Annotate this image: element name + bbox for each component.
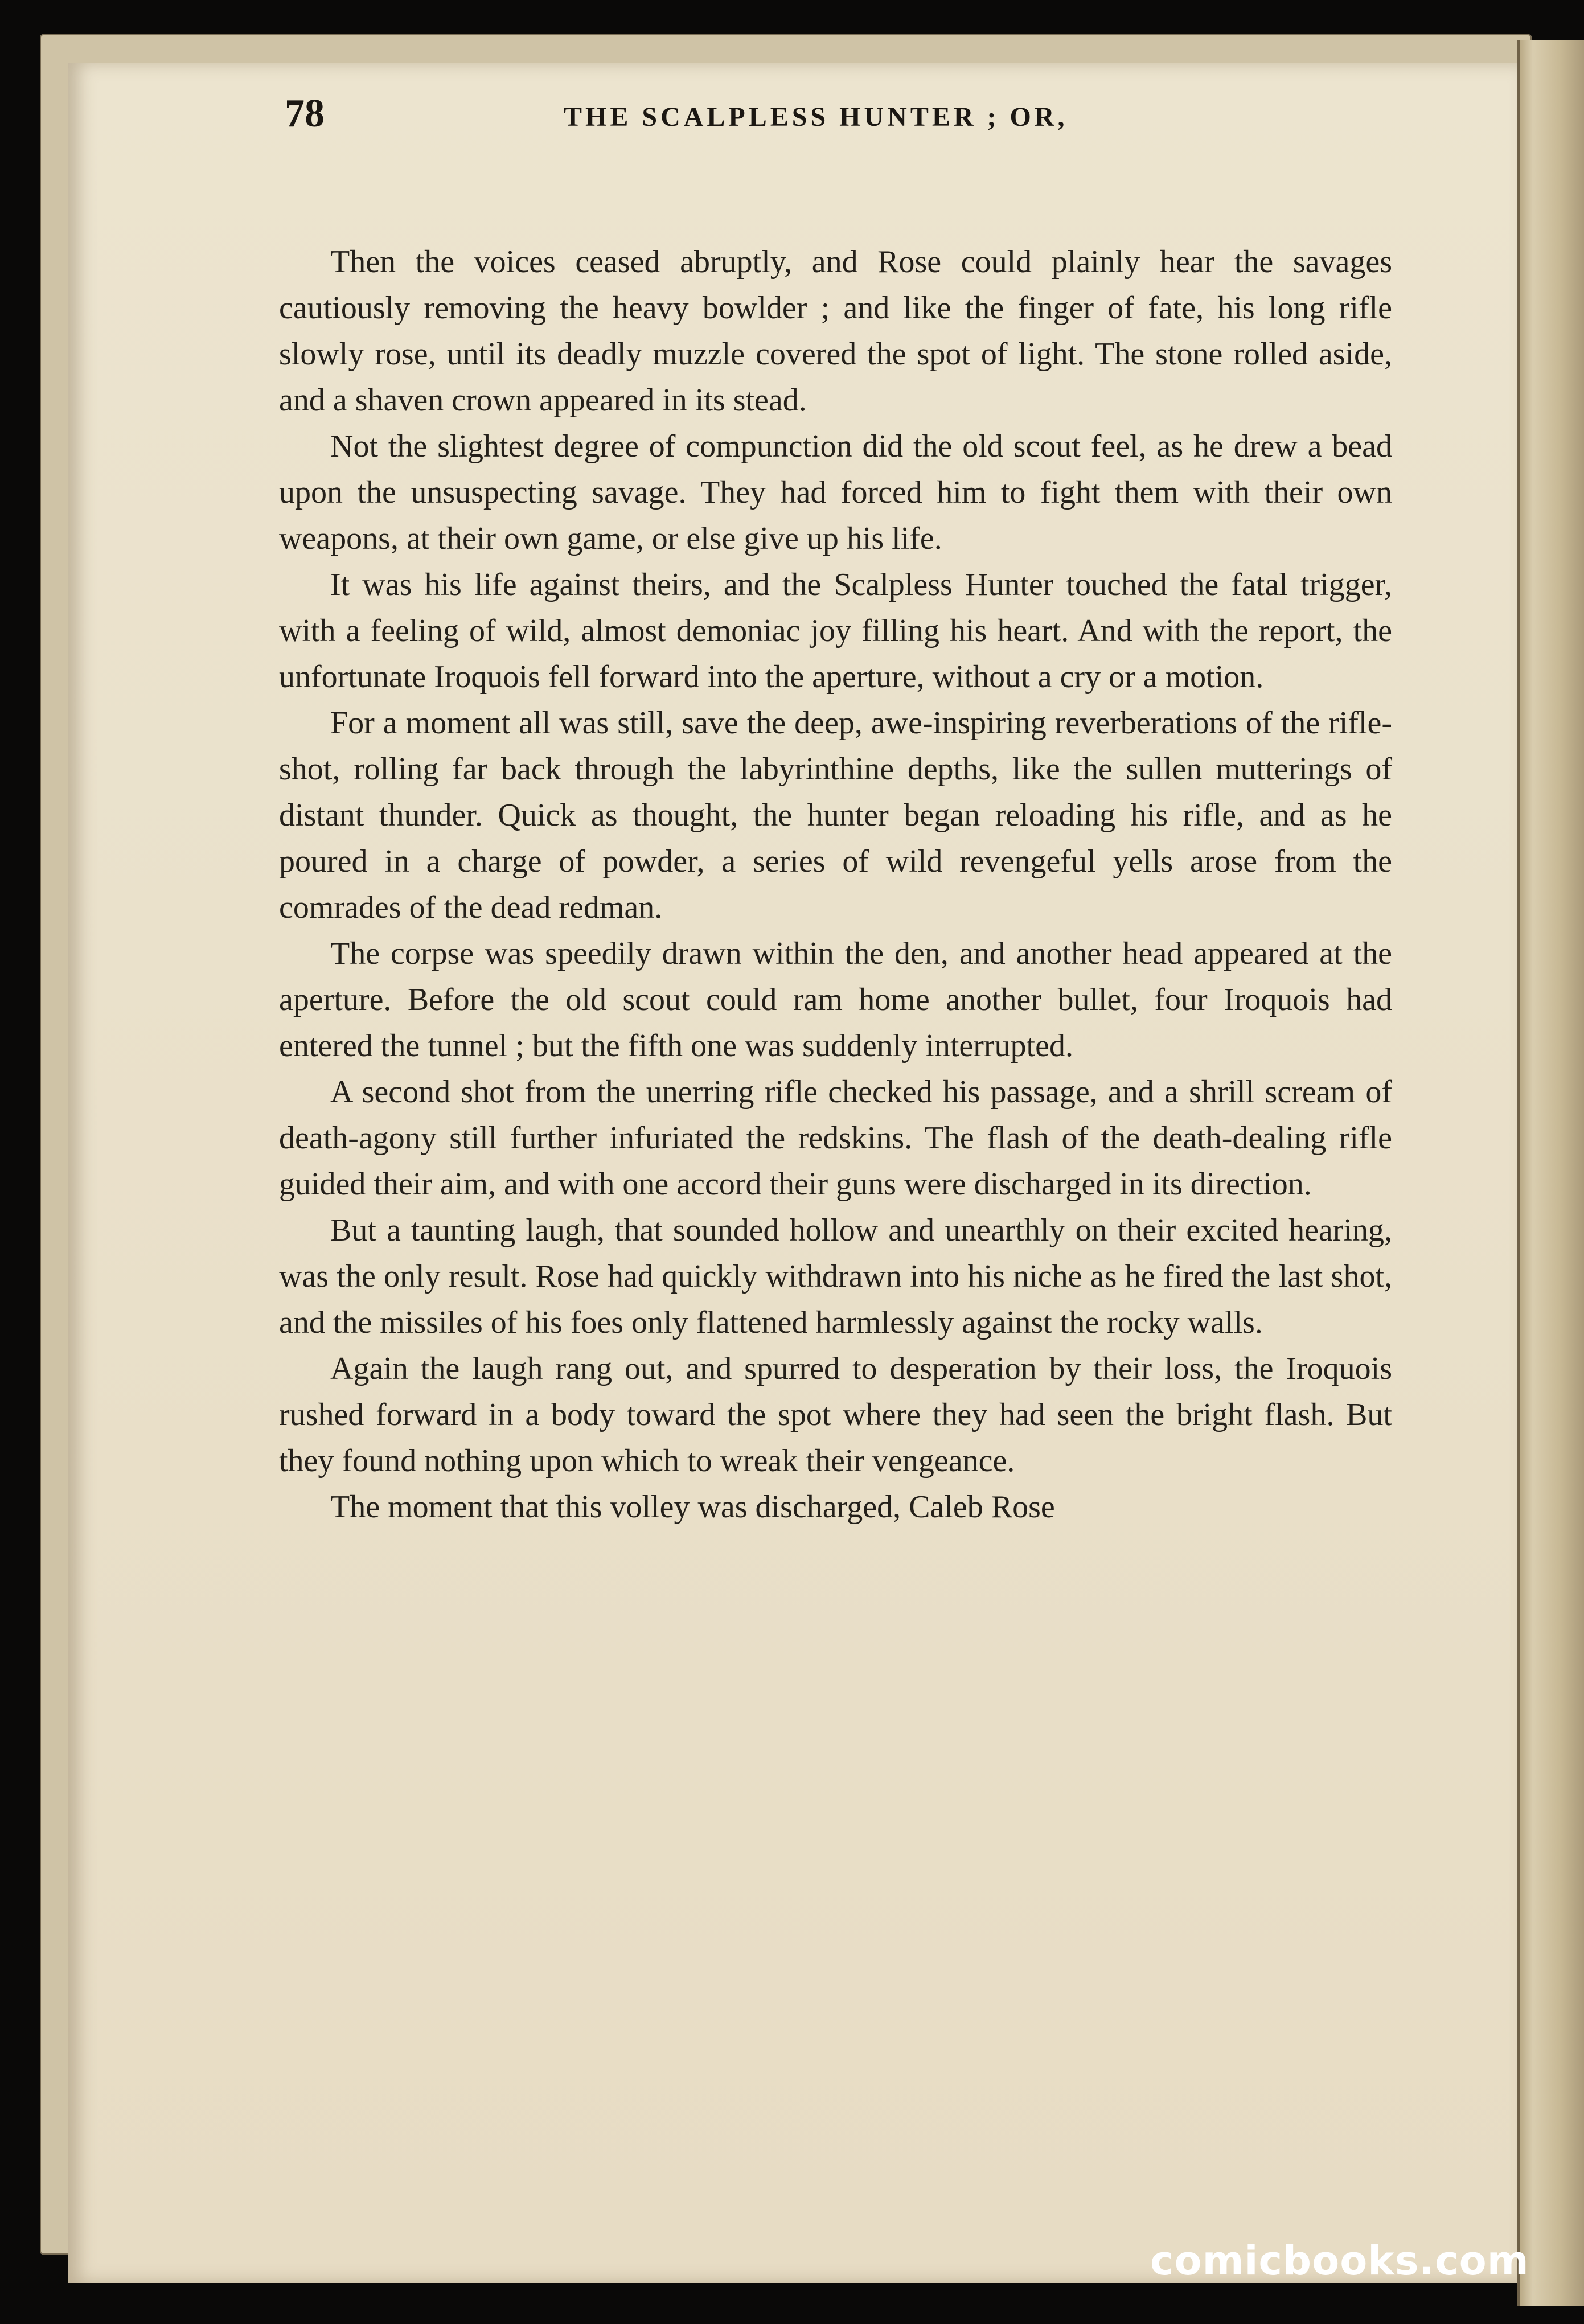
body-text — [279, 239, 1392, 1530]
paragraph: But a taunting laugh, that sounded hollow and unearthly on their excited hearing, was the only result. Rose had quickly withdrawn into his niche as he fired the last shot, and the missiles of his foes only flattened harmlessly against the rocky walls. — [279, 1213, 1392, 1340]
watermark: comicbooks.com — [1150, 2237, 1529, 2284]
paragraph: Not the slightest degree of compunction did the old scout feel, as he drew a bead upon the unsuspecting savage. They had forced him to fight them with their own weapons, at their own game, or else give up his life. — [279, 429, 1392, 556]
page-number: 78 — [285, 92, 325, 136]
page-header — [216, 91, 1384, 171]
paragraph: For a moment all was still, save the deep, awe-inspiring reverberations of the rifle-shot, rolling far back through the labyrinthine depths, like the sullen mutterings of distant thunder. Quick as thought, the hunter began reloading his rifle, and as he poured in a charge of powder, a series of wild revengeful yells arose from the comrades of the dead redman. — [279, 705, 1392, 925]
paragraph: The moment that this volley was discharged, Caleb Rose — [330, 1489, 1055, 1525]
paragraph: A second shot from the unerring rifle checked his passage, and a shrill scream of death-agony still further infuriated the redskins. The flash of the death-dealing rifle guided their aim, and with one accord their guns were discharged in its direction. — [279, 1074, 1392, 1202]
paragraph: Then the voices ceased abruptly, and Rose could plainly hear the savages cautiously removing the heavy bowlder ; and like the finger of fate, his long rifle slowly rose, until its deadly muzzle covered the spot of light. The stone rolled aside, and a shaven crown appeared in its stead. — [279, 244, 1392, 418]
page-edge — [1517, 40, 1584, 2306]
paragraph: The corpse was speedily drawn within the den, and another head appeared at the aperture. Before the old scout could ram home another bullet, four Iroquois had entered the tunnel ; but the fifth one was suddenly interrupted. — [279, 936, 1392, 1064]
paragraph: It was his life against theirs, and the Scalpless Hunter touched the fatal trigger, with a feeling of wild, almost demoniac joy filling his heart. And with the report, the unfortunate Iroquois fell forward into the aperture, without a cry or a motion. — [279, 567, 1392, 695]
paragraph: Again the laugh rang out, and spurred to desperation by their loss, the Iroquois rushed forward in a body toward the spot where they had seen the bright flash. But they found nothing upon which to wreak their vengeance. — [279, 1351, 1392, 1479]
running-head: THE SCALPLESS HUNTER ; OR, — [564, 102, 1068, 132]
